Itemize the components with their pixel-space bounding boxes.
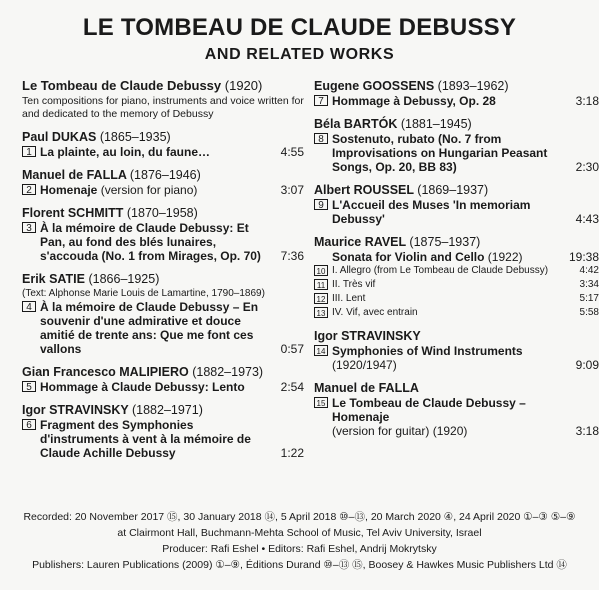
track-duration: 3:18 [575, 94, 599, 108]
work-entry [22, 129, 304, 159]
track-row [314, 94, 599, 108]
composer-years: (1866–1925) [88, 272, 160, 286]
track-number: 7 [314, 95, 328, 106]
intro-title: Le Tombeau de Claude Debussy [22, 78, 222, 93]
track-number: 8 [314, 133, 328, 144]
track-row [22, 221, 304, 263]
track-number: 4 [22, 301, 36, 312]
track-title: À la mémoire de Claude Debussy – En souvenir d'une admirative et douce amitié de trente ans: Que me font ces vallons [40, 300, 259, 356]
composer-name: Albert ROUSSEL [314, 183, 414, 197]
composer-years: (1882–1973) [192, 365, 264, 379]
left-column [22, 78, 304, 460]
track-row [314, 292, 599, 306]
work-entry [314, 116, 599, 174]
composer-name: Igor STRAVINSKY [314, 329, 421, 343]
track-duration: 9:09 [575, 358, 599, 372]
track-number: 3 [22, 222, 36, 233]
track-duration: 5:58 [579, 307, 599, 318]
track-duration: 4:42 [579, 265, 599, 276]
venue-line: at Clairmont Hall, Buchmann-Mehta School of Music, Tel Aviv University, Israel [117, 527, 482, 539]
track-number: 14 [314, 345, 328, 356]
work-entry [314, 234, 599, 320]
track-duration: 4:43 [575, 212, 599, 226]
track-row [314, 344, 599, 372]
track-number: 9 [314, 199, 328, 210]
track-title: I. Allegro (from Le Tombeau de Claude Debussy) [332, 265, 549, 276]
track-number: 12 [314, 293, 328, 304]
composer-years: (1876–1946) [129, 168, 201, 182]
track-number: 2 [22, 184, 36, 195]
track-number: 15 [314, 397, 328, 408]
right-column [314, 78, 599, 438]
recorded-line: Recorded: 20 November 2017 ⑮, 30 January 2018 ⑭, 5 April 2018 ⑩–⑬, 20 March 2020 ④, 24 April 2020 ①–③ ⑤–⑨ [23, 511, 576, 523]
composer-name: Gian Francesco MALIPIERO [22, 365, 189, 379]
credits-footer [0, 509, 599, 573]
track-row [314, 264, 599, 278]
track-detail: (1920/1947) [332, 358, 397, 372]
composer-name: Manuel de FALLA [22, 168, 127, 182]
page-subtitle: AND RELATED WORKS [204, 46, 395, 63]
track-detail: (version for guitar) (1920) [332, 424, 468, 438]
track-row [22, 183, 304, 197]
intro [22, 78, 304, 121]
track-title: Sostenuto, rubato (No. 7 from Improvisations on Hungarian Peasant Songs, Op. 20, BB 83) [332, 132, 548, 174]
track-duration: 2:30 [575, 160, 599, 174]
composer-name: Béla BARTÓK [314, 117, 398, 131]
track-row [22, 300, 304, 356]
track-number: 6 [22, 419, 36, 430]
work-entry [314, 380, 599, 438]
track-title: L'Accueil des Muses 'In memoriam Debussy' [332, 198, 531, 226]
track-number: 5 [22, 381, 36, 392]
composer-years: (1882–1971) [131, 403, 203, 417]
composer-years: (1893–1962) [437, 79, 509, 93]
intro-year: (1920) [224, 78, 263, 93]
track-row [314, 132, 599, 174]
composer-name: Paul DUKAS [22, 130, 97, 144]
composer-name: Manuel de FALLA [314, 381, 419, 395]
composer-years: (1881–1945) [400, 117, 472, 131]
track-title: Homenaje [40, 183, 98, 197]
track-row [314, 306, 599, 320]
track-duration: 1:22 [280, 446, 304, 460]
producer-line: Producer: Rafi Eshel • Editors: Rafi Eshel, Andrij Mokrytsky [162, 543, 437, 555]
work-entry [22, 167, 304, 197]
track-detail: (version for piano) [97, 183, 198, 197]
work-entry [22, 402, 304, 460]
track-row [22, 418, 304, 460]
track-title: Hommage à Debussy, Op. 28 [332, 94, 496, 108]
track-duration: 2:54 [280, 380, 304, 394]
track-detail: (1922) [484, 250, 523, 264]
composer-name: Erik SATIE [22, 272, 85, 286]
track-row [314, 198, 599, 226]
work-entry [22, 271, 304, 356]
track-title: Symphonies of Wind Instruments [332, 344, 523, 358]
track-title: III. Lent [332, 293, 366, 304]
composer-years: (1875–1937) [409, 235, 481, 249]
work-entry [314, 182, 599, 226]
track-row [22, 145, 304, 159]
track-row [314, 278, 599, 292]
track-title: Fragment des Symphonies d'instruments à vent à la mémoire de Claude Achille Debussy [40, 418, 251, 460]
track-title: Hommage à Claude Debussy: Lento [40, 380, 245, 394]
composer-name: Florent SCHMITT [22, 206, 124, 220]
track-number: 10 [314, 265, 328, 276]
track-number: 13 [314, 307, 328, 318]
track-duration: 3:34 [579, 279, 599, 290]
track-duration: 0:57 [280, 342, 304, 356]
work-entry [22, 205, 304, 263]
track-duration: 4:55 [280, 145, 304, 159]
track-title: La plainte, au loin, du faune… [40, 145, 211, 159]
composer-name: Igor STRAVINSKY [22, 403, 129, 417]
track-title: Le Tombeau de Claude Debussy – Homenaje [332, 396, 526, 424]
text-credit: (Text: Alphonse Marie Louis de Lamartine, 1790–1869) [22, 288, 265, 299]
track-title: À la mémoire de Claude Debussy: Et Pan, au fond des blés lunaires, s'accouda (No. 1 from Mirages, Op. 70) [40, 221, 261, 263]
track-duration: 3:07 [280, 183, 304, 197]
track-title: IV. Vif, avec entrain [332, 307, 418, 318]
track-row [314, 396, 599, 438]
track-duration: 7:36 [280, 249, 304, 263]
page-title: LE TOMBEAU DE CLAUDE DEBUSSY [82, 14, 517, 41]
track-row [22, 380, 304, 394]
track-duration: 19:38 [568, 250, 599, 264]
track-title: II. Très vif [332, 279, 376, 290]
work-entry [22, 364, 304, 394]
track-title: Sonata for Violin and Cello [332, 250, 485, 264]
work-entry [314, 328, 599, 372]
track-number: 11 [314, 279, 328, 290]
track-row [314, 250, 599, 264]
composer-name: Eugene GOOSSENS [314, 79, 435, 93]
track-duration: 5:17 [579, 293, 599, 304]
publishers-line: Publishers: Lauren Publications (2009) ①–⑨, Éditions Durand ⑩–⑬ ⑮, Boosey & Hawkes Music Publishers Ltd ⑭ [32, 559, 567, 571]
track-number: 1 [22, 146, 36, 157]
composer-years: (1869–1937) [417, 183, 489, 197]
work-entry [314, 78, 599, 108]
track-duration: 3:18 [575, 424, 599, 438]
composer-years: (1865–1935) [99, 130, 171, 144]
composer-name: Maurice RAVEL [314, 235, 406, 249]
intro-description: Ten compositions for piano, instruments and voice written for and dedicated to the memory of Debussy [22, 95, 304, 120]
composer-years: (1870–1958) [126, 206, 198, 220]
